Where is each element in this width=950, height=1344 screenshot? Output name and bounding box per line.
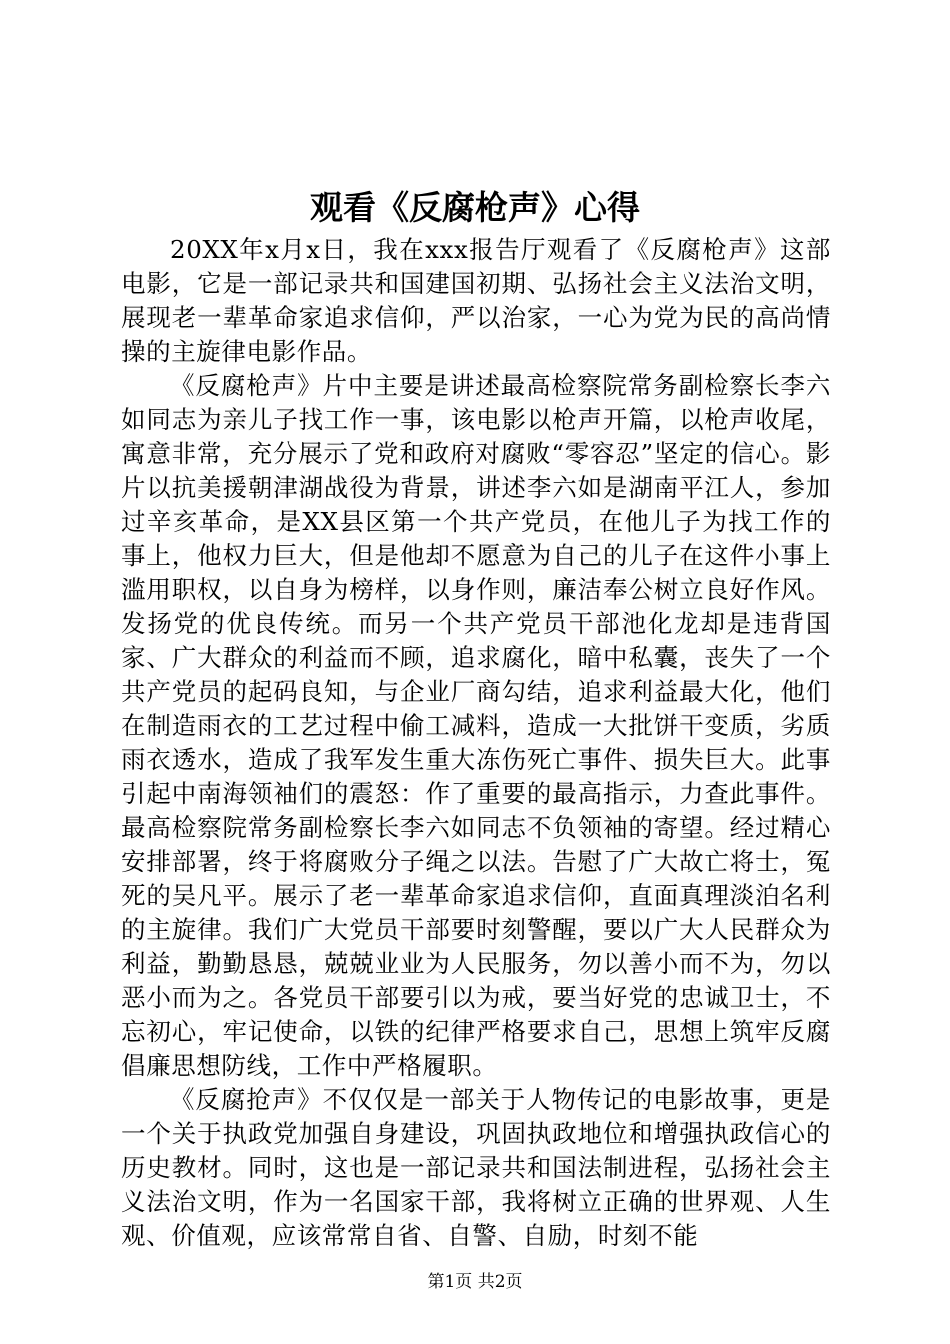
document-title: 观看《反腐枪声》心得	[310, 188, 640, 227]
paragraph-intro: 20XX年x月x日，我在xxx报告厅观看了《反腐枪声》这部电影，它是一部记录共和国建国初期、弘扬社会主义法治文明，展现老一辈革命家追求信仰，严以治家，一心为党为民的高尚情操的主旋律电影作品。	[121, 235, 831, 366]
page-number-footer: 第1页 共2页	[427, 1272, 523, 1292]
paragraph-reflection: 《反腐抢声》不仅仅是一部关于人物传记的电影故事，更是一个关于执政党加强自身建设，巩固执政地位和增强执政信心的历史教材。同时，这也是一部记录共和国法制进程，弘扬社会主义法治文明，作为一名国家干部，我将树立正确的世界观、人生观、价值观，应该常常自省、自警、自励，时刻不能	[121, 1085, 831, 1250]
paragraph-plot: 《反腐枪声》片中主要是讲述最高检察院常务副检察长李六如同志为亲儿子找工作一事，该电影以枪声开篇，以枪声收尾，寓意非常，充分展示了党和政府对腐败“零容忍”坚定的信心。影片以抗美援朝津湖战役为背景，讲述李六如是湖南平江人，参加过辛亥革命，是XX县区第一个共产党员，在他儿子为找工作的事上，他权力巨大，但是他却不愿意为自己的儿子在这件小事上滥用职权，以自身为榜样，以身作则，廉洁奉公树立良好作风。发扬党的优良传统。而另一个共产党员干部池化龙却是违背国家、广大群众的利益而不顾，追求腐化，暗中私囊，丧失了一个共产党员的起码良知，与企业厂商勾结，追求利益最大化，他们在制造雨衣的工艺过程中偷工减料，造成一大批饼干变质，劣质雨衣透水，造成了我军发生重大冻伤死亡事件、损失巨大。此事引起中南海领袖们的震怒：作了重要的最高指示，力查此事件。最高检察院常务副检察长李六如同志不负领袖的寄望。经过精心安排部署，终于将腐败分子绳之以法。告慰了广大故亡将士，冤死的吴凡平。展示了老一辈革命家追求信仰，直面真理淡泊名利的主旋律。我们广大党员干部要时刻警醒，要以广大人民群众为利益，勤勤恳恳，兢兢业业为人民服务，勿以善小而不为，勿以恶小而为之。各党员干部要引以为戒，要当好党的忠诚卫士，不忘初心，牢记使命，以铁的纪律严格要求自己，思想上筑牢反腐倡廉思想防线，工作中严格履职。	[121, 371, 831, 1080]
document-body	[121, 233, 831, 1253]
